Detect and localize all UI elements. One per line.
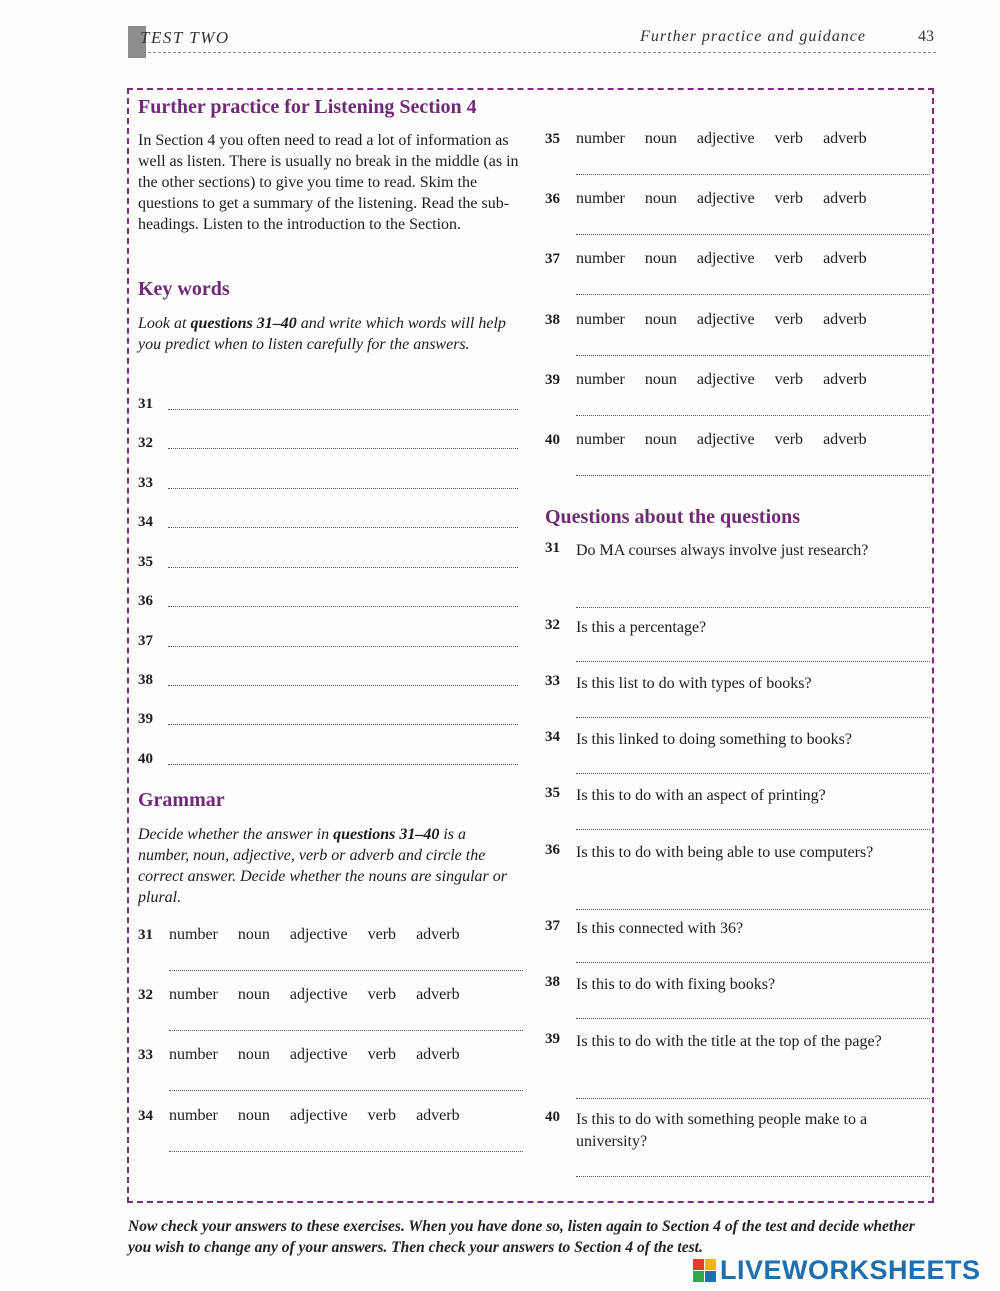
grammar-option-noun[interactable]: noun — [237, 926, 270, 943]
grammar-answer-line[interactable] — [576, 415, 930, 416]
key-word-answer-line[interactable] — [168, 763, 518, 765]
question-text: Is this linked to doing something to books? — [576, 731, 852, 748]
grammar-option-number[interactable]: number — [576, 190, 625, 207]
grammar-item-number: 31 — [138, 927, 153, 943]
question-item — [545, 974, 930, 1022]
grammar-item-number: 35 — [545, 131, 560, 147]
grammar-option-verb[interactable]: verb — [367, 1046, 397, 1063]
logo-blocks-icon — [693, 1259, 716, 1282]
grammar-option-number[interactable]: number — [169, 926, 218, 943]
grammar-option-adverb[interactable]: adverb — [823, 250, 867, 267]
question-item — [545, 540, 930, 611]
key-word-number: 37 — [138, 633, 153, 649]
grammar-option-adverb[interactable]: adverb — [416, 926, 460, 943]
key-word-row — [138, 511, 518, 531]
key-word-answer-line[interactable] — [168, 723, 518, 725]
grammar-item — [138, 1107, 523, 1157]
key-word-number: 38 — [138, 672, 153, 688]
section-title: Further practice for Listening Section 4 — [138, 96, 477, 118]
grammar-option-adjective[interactable]: adjective — [696, 311, 755, 328]
grammar-option-adverb[interactable]: adverb — [416, 1046, 460, 1063]
grammar-option-adjective[interactable]: adjective — [696, 190, 755, 207]
key-word-number: 34 — [138, 514, 153, 530]
header-section-title: Further practice and guidance — [640, 28, 866, 45]
logo-text: LIVEWORKSHEETS — [720, 1254, 981, 1285]
grammar-option-verb[interactable]: verb — [367, 986, 397, 1003]
grammar-option-adjective[interactable]: adjective — [289, 986, 348, 1003]
key-word-row — [138, 630, 518, 650]
grammar-item — [545, 130, 930, 180]
key-word-answer-line[interactable] — [168, 684, 518, 686]
grammar-option-number[interactable]: number — [576, 431, 625, 448]
grammar-option-verb[interactable]: verb — [367, 1107, 397, 1124]
grammar-answer-line[interactable] — [576, 174, 930, 175]
grammar-item — [138, 986, 523, 1036]
grammar-answer-line[interactable] — [576, 294, 930, 295]
key-word-answer-line[interactable] — [168, 566, 518, 568]
key-word-answer-line[interactable] — [168, 487, 518, 489]
grammar-option-adjective[interactable]: adjective — [696, 250, 755, 267]
question-answer-line[interactable] — [576, 661, 930, 662]
question-answer-line[interactable] — [576, 773, 930, 774]
grammar-option-verb[interactable]: verb — [774, 311, 804, 328]
grammar-answer-line[interactable] — [169, 1030, 523, 1031]
header-test-title: TEST TWO — [140, 28, 230, 47]
grammar-answer-line[interactable] — [169, 1151, 523, 1152]
grammar-option-verb[interactable]: verb — [774, 130, 804, 147]
grammar-option-adverb[interactable]: adverb — [416, 986, 460, 1003]
key-word-answer-line[interactable] — [168, 447, 518, 449]
key-word-number: 40 — [138, 751, 153, 767]
grammar-instruction: Decide whether the answer in questions 31–40 is a number, noun, adjective, verb or adverb and circle the correct answer. Decide whether the nouns are singular or plural. — [138, 826, 507, 906]
key-word-row — [138, 669, 518, 689]
question-text: Is this to do with something people make to a university? — [576, 1111, 868, 1150]
question-number: 37 — [545, 918, 560, 934]
question-number: 32 — [545, 617, 560, 633]
question-answer-line[interactable] — [576, 717, 930, 718]
grammar-item — [545, 250, 930, 300]
key-words-instruction: Look at questions 31–40 and write which words will help you predict when to listen carefully for the answers. — [138, 315, 506, 353]
question-item — [545, 918, 930, 966]
grammar-item-number: 40 — [545, 432, 560, 448]
grammar-item-number: 37 — [545, 251, 560, 267]
key-word-number: 32 — [138, 435, 153, 451]
question-number: 39 — [545, 1031, 560, 1047]
grammar-option-verb[interactable]: verb — [774, 190, 804, 207]
grammar-option-number[interactable]: number — [169, 1046, 218, 1063]
grammar-item — [545, 371, 930, 421]
key-word-number: 35 — [138, 554, 153, 570]
grammar-option-verb[interactable]: verb — [774, 250, 804, 267]
key-word-answer-line[interactable] — [168, 605, 518, 607]
grammar-item-number: 39 — [545, 372, 560, 388]
key-word-answer-line[interactable] — [168, 408, 518, 410]
grammar-item — [545, 190, 930, 240]
question-number: 38 — [545, 974, 560, 990]
grammar-item — [138, 1046, 523, 1096]
key-word-row — [138, 590, 518, 610]
key-word-answer-line[interactable] — [168, 526, 518, 528]
question-answer-line[interactable] — [576, 909, 930, 910]
grammar-option-noun[interactable]: noun — [644, 250, 677, 267]
grammar-option-adjective[interactable]: adjective — [696, 371, 755, 388]
grammar-option-noun[interactable]: noun — [644, 371, 677, 388]
grammar-item-number: 34 — [138, 1108, 153, 1124]
grammar-option-number[interactable]: number — [576, 371, 625, 388]
question-item — [545, 729, 930, 777]
grammar-option-adjective[interactable]: adjective — [289, 1046, 348, 1063]
grammar-item-number: 32 — [138, 987, 153, 1003]
question-text: Do MA courses always involve just research? — [576, 542, 869, 559]
question-text: Is this to do with an aspect of printing? — [576, 787, 826, 804]
grammar-option-adjective[interactable]: adjective — [289, 926, 348, 943]
key-word-row — [138, 472, 518, 492]
grammar-answer-line[interactable] — [169, 970, 523, 971]
question-number: 35 — [545, 785, 560, 801]
question-number: 31 — [545, 540, 560, 556]
question-number: 34 — [545, 729, 560, 745]
grammar-option-verb[interactable]: verb — [367, 926, 397, 943]
grammar-item-number: 33 — [138, 1047, 153, 1063]
key-word-row — [138, 551, 518, 571]
grammar-option-verb[interactable]: verb — [774, 371, 804, 388]
footer-instruction: Now check your answers to these exercises. When you have done so, listen again to Section 4 of the test and decide whether you wish to change any of your answers. Then check your answers to Section 4 of the test. — [128, 1218, 915, 1256]
grammar-answer-line[interactable] — [576, 475, 930, 476]
question-item — [545, 785, 930, 833]
page-number: 43 — [918, 28, 934, 45]
grammar-answer-line[interactable] — [576, 355, 930, 356]
key-word-number: 31 — [138, 396, 153, 412]
questions-about-title: Questions about the questions — [545, 506, 801, 528]
question-number: 40 — [545, 1109, 560, 1125]
grammar-option-adverb[interactable]: adverb — [823, 431, 867, 448]
question-item — [545, 1109, 930, 1180]
grammar-option-adverb[interactable]: adverb — [823, 311, 867, 328]
question-answer-line[interactable] — [576, 607, 930, 608]
grammar-option-verb[interactable]: verb — [774, 431, 804, 448]
question-item — [545, 673, 930, 721]
key-word-number: 36 — [138, 593, 153, 609]
question-text: Is this list to do with types of books? — [576, 675, 812, 692]
question-answer-line[interactable] — [576, 962, 930, 963]
question-text: Is this to do with fixing books? — [576, 976, 776, 993]
grammar-option-number[interactable]: number — [576, 311, 625, 328]
grammar-option-adjective[interactable]: adjective — [696, 431, 755, 448]
grammar-option-adjective[interactable]: adjective — [696, 130, 755, 147]
question-answer-line[interactable] — [576, 1098, 930, 1099]
grammar-option-noun[interactable]: noun — [644, 130, 677, 147]
question-text: Is this a percentage? — [576, 619, 707, 636]
grammar-option-adverb[interactable]: adverb — [823, 190, 867, 207]
grammar-item — [545, 311, 930, 361]
grammar-title: Grammar — [138, 789, 225, 811]
grammar-option-noun[interactable]: noun — [237, 1107, 270, 1124]
grammar-option-number[interactable]: number — [169, 1107, 218, 1124]
grammar-option-adverb[interactable]: adverb — [823, 371, 867, 388]
key-word-row — [138, 393, 518, 413]
key-word-row — [138, 748, 518, 768]
grammar-option-adjective[interactable]: adjective — [289, 1107, 348, 1124]
grammar-option-number[interactable]: number — [576, 130, 625, 147]
grammar-item-number: 38 — [545, 312, 560, 328]
page-header — [128, 26, 936, 53]
grammar-answer-line[interactable] — [169, 1090, 523, 1091]
liveworksheets-logo — [693, 1255, 981, 1285]
grammar-item — [545, 431, 930, 481]
question-answer-line[interactable] — [576, 1176, 930, 1177]
key-word-row — [138, 708, 518, 728]
grammar-option-noun[interactable]: noun — [644, 431, 677, 448]
question-number: 36 — [545, 842, 560, 858]
question-text: Is this connected with 36? — [576, 920, 744, 937]
grammar-option-adverb[interactable]: adverb — [416, 1107, 460, 1124]
question-answer-line[interactable] — [576, 829, 930, 830]
question-item — [545, 1031, 930, 1102]
key-word-row — [138, 432, 518, 452]
grammar-option-noun[interactable]: noun — [644, 190, 677, 207]
key-word-number: 33 — [138, 475, 153, 491]
grammar-option-number[interactable]: number — [576, 250, 625, 267]
grammar-item — [138, 926, 523, 976]
grammar-option-noun[interactable]: noun — [237, 986, 270, 1003]
question-number: 33 — [545, 673, 560, 689]
question-item — [545, 842, 930, 913]
grammar-option-noun[interactable]: noun — [644, 311, 677, 328]
grammar-item-number: 36 — [545, 191, 560, 207]
question-text: Is this to do with being able to use computers? — [576, 844, 874, 861]
grammar-answer-line[interactable] — [576, 234, 930, 235]
section-intro: In Section 4 you often need to read a lot of information as well as listen. There is usually no break in the middle (as in the other sections) to give you time to read. Skim the questions to get a summary of the listening. Read the sub-headings. Listen to the introduction to the Section. — [138, 132, 519, 233]
question-item — [545, 617, 930, 665]
grammar-option-adverb[interactable]: adverb — [823, 130, 867, 147]
grammar-option-number[interactable]: number — [169, 986, 218, 1003]
grammar-option-noun[interactable]: noun — [237, 1046, 270, 1063]
question-answer-line[interactable] — [576, 1018, 930, 1019]
question-text: Is this to do with the title at the top of the page? — [576, 1033, 882, 1050]
key-word-answer-line[interactable] — [168, 645, 518, 647]
key-words-title: Key words — [138, 278, 230, 300]
key-word-number: 39 — [138, 711, 153, 727]
